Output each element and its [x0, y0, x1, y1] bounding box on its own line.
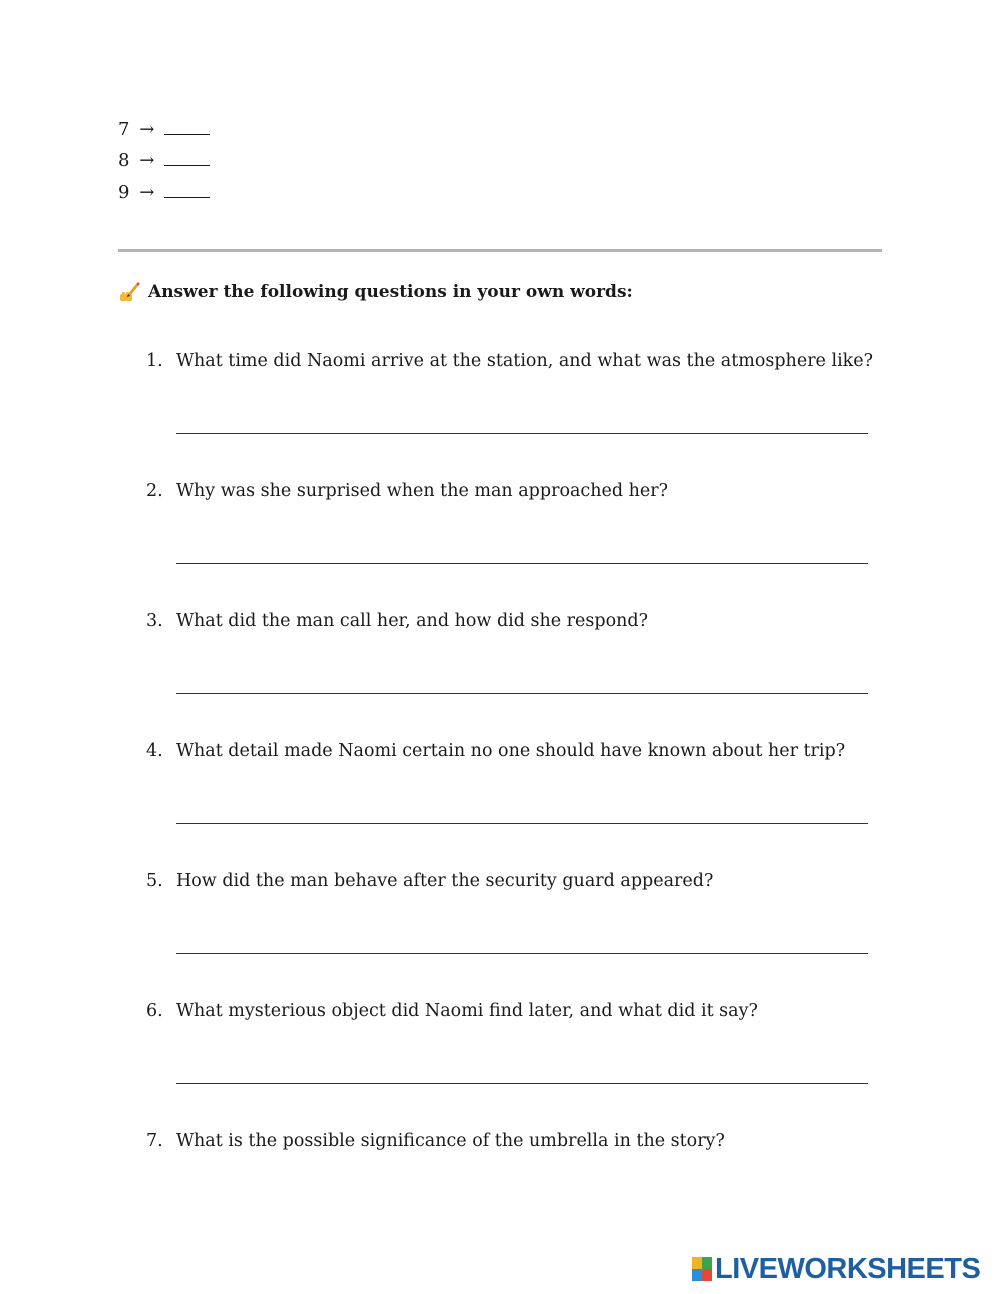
- question-item: [146, 480, 668, 502]
- matching-item: [118, 181, 210, 204]
- answer-field[interactable]: [176, 433, 868, 434]
- question-text: How did the man behave after the security guard appeared?: [176, 871, 714, 891]
- answer-field[interactable]: [176, 953, 868, 954]
- question-item: [146, 350, 873, 372]
- answer-field[interactable]: [176, 823, 868, 824]
- answer-field[interactable]: [176, 693, 868, 694]
- question-number: 7.: [146, 1131, 163, 1151]
- question-number: 6.: [146, 1001, 163, 1021]
- liveworksheets-logo[interactable]: [692, 1254, 980, 1284]
- writing-hand-icon: [118, 282, 140, 302]
- arrow-icon: →: [139, 150, 155, 171]
- matching-blank[interactable]: [164, 181, 210, 198]
- arrow-icon: →: [139, 182, 155, 203]
- answer-field[interactable]: [176, 1083, 868, 1084]
- matching-number: 7: [118, 119, 130, 140]
- matching-number: 9: [118, 182, 130, 203]
- logo-text: LIVEWORKSHEETS: [715, 1252, 981, 1285]
- answer-field[interactable]: [176, 563, 868, 564]
- instruction-heading: [118, 282, 633, 302]
- question-text: What did the man call her, and how did she respond?: [176, 611, 648, 631]
- instruction-text: Answer the following questions in your own words:: [148, 282, 633, 302]
- question-text: What mysterious object did Naomi find later, and what did it say?: [176, 1001, 758, 1021]
- matching-item: [118, 149, 210, 172]
- question-text: What detail made Naomi certain no one should have known about her trip?: [176, 741, 846, 761]
- question-number: 5.: [146, 871, 163, 891]
- logo-blocks-icon: [692, 1257, 712, 1281]
- question-text: What time did Naomi arrive at the station, and what was the atmosphere like?: [176, 351, 874, 371]
- question-number: 2.: [146, 481, 163, 501]
- question-number: 1.: [146, 351, 163, 371]
- question-number: 4.: [146, 741, 163, 761]
- question-item: [146, 870, 713, 892]
- question-item: [146, 610, 648, 632]
- matching-item: [118, 118, 210, 141]
- question-item: [146, 1000, 758, 1022]
- question-text: What is the possible significance of the umbrella in the story?: [176, 1131, 725, 1151]
- section-divider: [118, 249, 882, 252]
- question-item: [146, 1130, 725, 1152]
- matching-number: 8: [118, 150, 130, 171]
- question-text: Why was she surprised when the man approached her?: [176, 481, 668, 501]
- matching-blank[interactable]: [164, 118, 210, 135]
- matching-blank[interactable]: [164, 149, 210, 166]
- question-item: [146, 740, 845, 762]
- question-number: 3.: [146, 611, 163, 631]
- arrow-icon: →: [139, 119, 155, 140]
